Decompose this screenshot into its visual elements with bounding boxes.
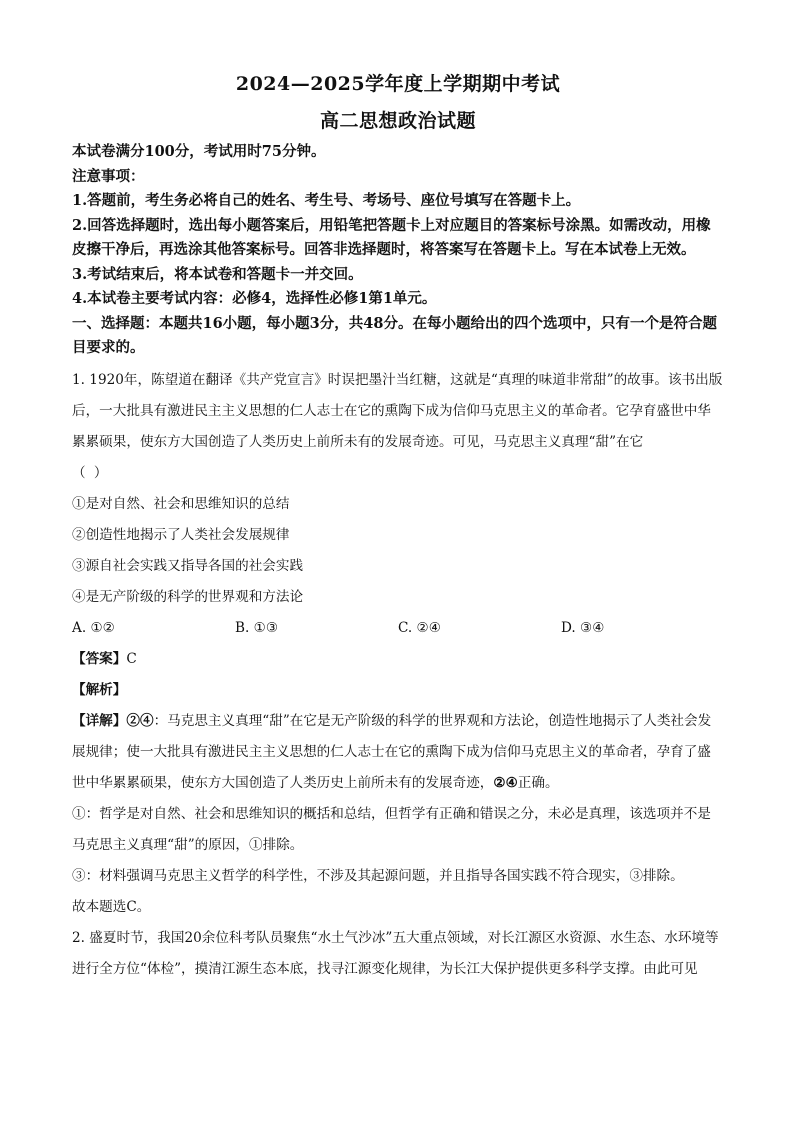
instructions-score-line: 本试卷满分100分，考试用时75分钟。 <box>72 143 326 160</box>
question-2 <box>72 923 724 985</box>
exam-title: 2024—2025学年度上学期期中考试 <box>235 73 561 95</box>
section-heading: 一、选择题：本题共16小题，每小题3分，共48分。在每小题给出的四个选项中，只有一个是符合题目要求的。 <box>72 314 717 356</box>
detail-paragraph <box>72 706 724 799</box>
detail-marker: ②④ <box>126 712 154 729</box>
instruction-item: 1.答题前，考生务必将自己的姓名、考生号、考场号、座位号填写在答题卡上。 <box>72 192 581 209</box>
detail-end: 正确。 <box>517 774 559 791</box>
option-d: D. ③④ <box>561 619 605 636</box>
detail-end-marker: ②④ <box>493 774 518 791</box>
answer-line <box>72 644 724 675</box>
question-1-stem: 1. 1920年，陈望道在翻译《共产党宣言》时误把墨汁当红糖，这就是“真理的味道非常甜”的故事。该书出版后，一大批具有激进民主主义思想的仁人志士在它的熏陶下成为信仰马克思主义的革命者。它孕育盛世中华累累硕果，使东方大国创造了人类历史上前所未有的发展奇迹。可见，马克思主义真理“甜”在它 <box>72 371 723 450</box>
analysis-label: 【解析】 <box>72 681 127 698</box>
question-2-stem: 2. 盛夏时节，我国20余位科考队员聚焦“水土气沙冰”五大重点领域，对长江源区水资源、水生态、水环境等进行全方位“体检”，摸清江源生态本底，找寻江源变化规律，为长江大保护提供更多科学支撑。由此可见 <box>72 929 719 977</box>
option-b: B. ①③ <box>235 619 279 636</box>
exam-page <box>72 70 724 985</box>
option-a: A. ①② <box>72 619 115 636</box>
instructions <box>72 140 724 361</box>
detail-text: ：马克思主义真理“甜”在它是无产阶级的科学的世界观和方法论，创造性地揭示了人类社会发展规律；使一大批具有激进民主主义思想的仁人志士在它的熏陶下成为信仰马克思主义的革命者，孕育了盛世中华累累硕果，使东方大国创造了人类历史上前所未有的发展奇迹， <box>72 712 712 791</box>
detail-label: 【详解】 <box>72 712 127 729</box>
options-row <box>72 613 724 644</box>
answer-value: C <box>126 650 137 667</box>
conclusion: 故本题选C。 <box>72 898 151 915</box>
note-statement-1: ①：哲学是对自然、社会和思维知识的概括和总结，但哲学有正确和错误之分，未必是真理，该选项并不是马克思主义真理“甜”的原因，①排除。 <box>72 805 711 853</box>
statement-3: ③源自社会实践又指导各国的社会实践 <box>72 557 304 574</box>
answer-bracket: （ ） <box>72 464 110 481</box>
instruction-item: 4.本试卷主要考试内容：必修4，选择性必修1第1单元。 <box>72 290 437 307</box>
statement-4: ④是无产阶级的科学的世界观和方法论 <box>72 588 304 605</box>
statement-2: ②创造性地揭示了人类社会发展规律 <box>72 526 290 543</box>
exam-subtitle: 高二思想政治试题 <box>319 110 476 132</box>
instruction-item: 3.考试结束后，将本试卷和答题卡一并交回。 <box>72 265 363 283</box>
instructions-heading: 注意事项： <box>72 167 145 185</box>
option-c: C. ②④ <box>398 619 441 636</box>
answer-label: 【答案】 <box>72 650 127 667</box>
note-statement-3: ③：材料强调马克思主义哲学的科学性，不涉及其起源问题，并且指导各国实践不符合现实，③排除。 <box>72 867 684 884</box>
instruction-item: 2.回答选择题时，选出每小题答案后，用铅笔把答题卡上对应题目的答案标号涂黑。如需改动，用橡皮擦干净后，再选涂其他答案标号。回答非选择题时，将答案写在答题卡上。写在本试卷上无效。 <box>72 216 711 258</box>
question-1 <box>72 365 724 923</box>
statement-1: ①是对自然、社会和思维知识的总结 <box>72 495 290 512</box>
